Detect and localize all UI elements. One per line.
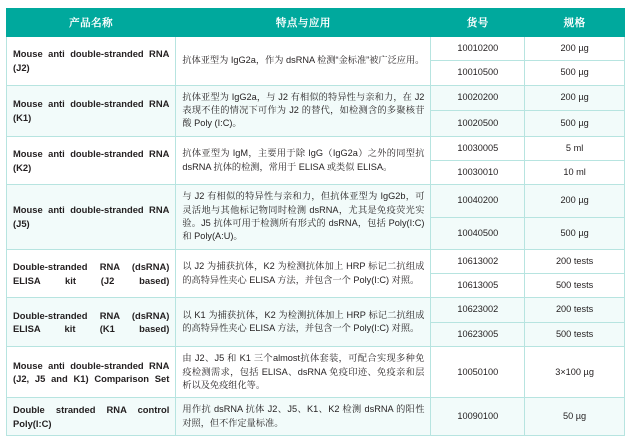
cell-catalog-number: 10623002: [431, 298, 525, 322]
cell-specification: 500 tests: [525, 274, 625, 298]
cell-catalog-number: 10613005: [431, 274, 525, 298]
cell-specification: 50 µg: [525, 398, 625, 436]
cell-product-name: Mouse anti double-stranded RNA (J5): [7, 185, 176, 249]
cell-catalog-number: 10613002: [431, 249, 525, 273]
cell-catalog-number: 10040200: [431, 185, 525, 217]
cell-catalog-number: 10020200: [431, 85, 525, 111]
cell-catalog-number: 10040500: [431, 217, 525, 249]
table-row: [7, 85, 625, 111]
cell-specification: 500 µg: [525, 217, 625, 249]
table-row: [7, 37, 625, 61]
cell-catalog-number: 10010200: [431, 37, 525, 61]
column-header-catalog: 货号: [431, 9, 525, 37]
table-row: [7, 249, 625, 273]
cell-specification: 3×100 µg: [525, 347, 625, 398]
column-header-features: 特点与应用: [176, 9, 431, 37]
table-body: [7, 37, 625, 436]
cell-specification: 200 µg: [525, 185, 625, 217]
cell-features: 与 J2 有相似的特异性与亲和力，但抗体亚型为 IgG2b，可灵活地与其他标记物同时检测 dsRNA，尤其是免疫荧光实验。J5 抗体可用于检测所有形式的 dsRNA，包括 Poly(I:C) 和 Poly(A:U)。: [176, 185, 431, 249]
cell-specification: 10 ml: [525, 161, 625, 185]
cell-features: 抗体亚型为 IgG2a，作为 dsRNA 检测“金标准”被广泛应用。: [176, 37, 431, 86]
cell-catalog-number: 10623005: [431, 322, 525, 346]
product-table: [6, 8, 625, 436]
cell-specification: 200 µg: [525, 85, 625, 111]
cell-catalog-number: 10090100: [431, 398, 525, 436]
cell-features: 用作抗 dsRNA 抗体 J2、J5、K1、K2 检测 dsRNA 的阳性对照，但不作定量标准。: [176, 398, 431, 436]
cell-product-name: Mouse anti double-stranded RNA (J2, J5 and K1) Comparison Set: [7, 347, 176, 398]
cell-features: 抗体亚型为 IgM，主要用于除 IgG（IgG2a）之外的同型抗 dsRNA 抗体的检测，常用于 ELISA 或类似 ELISA。: [176, 136, 431, 185]
table-row: [7, 347, 625, 398]
column-header-spec: 规格: [525, 9, 625, 37]
cell-product-name: Mouse anti double-stranded RNA (K2): [7, 136, 176, 185]
table-row: [7, 185, 625, 217]
table-row: [7, 298, 625, 322]
cell-features: 由 J2、J5 和 K1 三个almost抗体套装，可配合实现多种免疫检测需求，包括 ELISA、dsRNA 免疫印迹、免疫亲和层析以及免疫组化等。: [176, 347, 431, 398]
table-header: [7, 9, 625, 37]
cell-specification: 500 tests: [525, 322, 625, 346]
cell-features: 以 J2 为捕获抗体，K2 为检测抗体加上 HRP 标记二抗组成的高特异性夹心 ELISA 方法，并包含一个 Poly(I:C) 对照。: [176, 249, 431, 298]
cell-specification: 500 µg: [525, 111, 625, 137]
cell-specification: 200 tests: [525, 298, 625, 322]
table-header-row: [7, 9, 625, 37]
cell-product-name: Double stranded RNA control Poly(I:C): [7, 398, 176, 436]
cell-catalog-number: 10030005: [431, 136, 525, 160]
cell-specification: 200 tests: [525, 249, 625, 273]
cell-specification: 500 µg: [525, 61, 625, 85]
column-header-product-name: 产品名称: [7, 9, 176, 37]
cell-features: 抗体亚型为 IgG2a，与 J2 有相似的特异性与亲和力，在 J2 表现不佳的情况下可作为 J2 的替代，如检测含的多聚核苷酸 Poly (I:C)。: [176, 85, 431, 136]
cell-product-name: Double-stranded RNA (dsRNA) ELISA kit (K1 based): [7, 298, 176, 347]
cell-catalog-number: 10030010: [431, 161, 525, 185]
cell-catalog-number: 10020500: [431, 111, 525, 137]
table-row: [7, 398, 625, 436]
cell-features: 以 K1 为捕获抗体，K2 为检测抗体加上 HRP 标记二抗组成的高特异性夹心 ELISA 方法，并包含一个 Poly(I:C) 对照。: [176, 298, 431, 347]
cell-catalog-number: 10050100: [431, 347, 525, 398]
cell-specification: 5 ml: [525, 136, 625, 160]
cell-product-name: Mouse anti double-stranded RNA (J2): [7, 37, 176, 86]
cell-catalog-number: 10010500: [431, 61, 525, 85]
cell-specification: 200 µg: [525, 37, 625, 61]
cell-product-name: Mouse anti double-stranded RNA (K1): [7, 85, 176, 136]
cell-product-name: Double-stranded RNA (dsRNA) ELISA kit (J2 based): [7, 249, 176, 298]
table-row: [7, 136, 625, 160]
